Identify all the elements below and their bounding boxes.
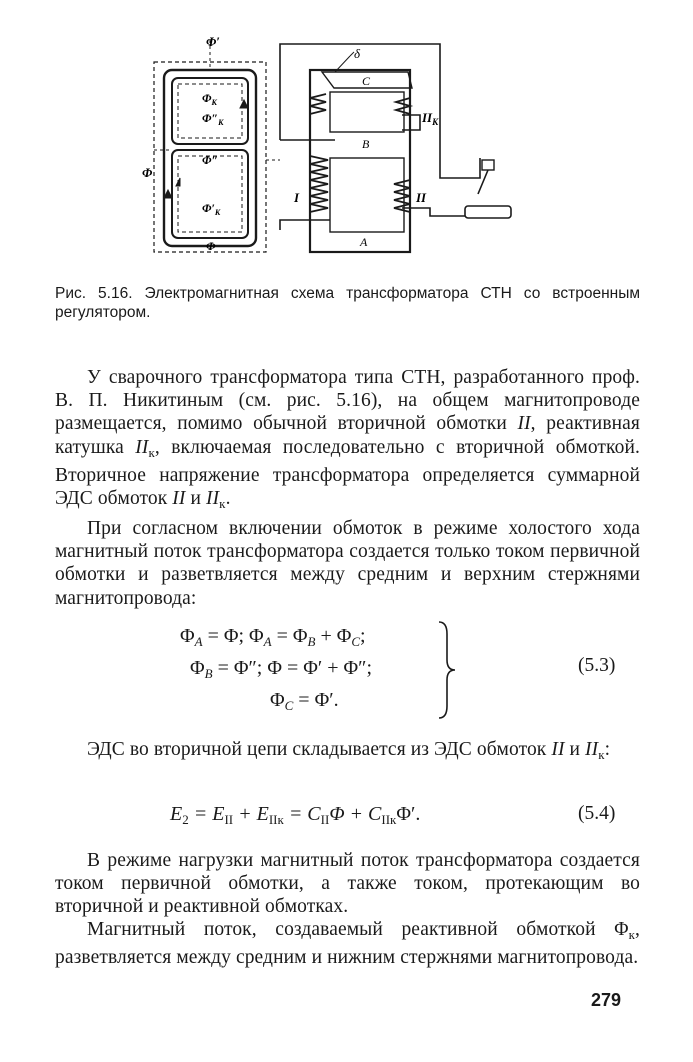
- label-phi-k-prime: $\Phi'_К$: [202, 201, 221, 217]
- transformer-diagram: [140, 30, 530, 262]
- flux-diagram: [154, 40, 280, 252]
- label-core-a: A: [360, 235, 368, 249]
- right-brace: [435, 620, 459, 720]
- label-phi-k: $\Phi_К$: [202, 91, 217, 107]
- label-delta: δ: [354, 46, 361, 61]
- equation-5-3-number: (5.3): [578, 655, 616, 676]
- label-phi-k-dprime: $\Phi''_К$: [202, 111, 224, 127]
- paragraph-1: У сварочного трансформатора типа СТН, разработанного проф. В. П. Никитиным (см. рис. 5.16), на общем магнитопроводе размещается, помимо обычной вторичной обмотки II, реактивная катушка $II_к$, включаемая последовательно с вторичной обмоткой. Вторичное напряжение трансформатора определяется суммарной ЭДС обмоток II и $II_к$.: [55, 367, 640, 512]
- paragraph-2: При согласном включении обмоток в режиме холостого хода магнитный поток трансформатора создается только током первичной обмотки и разветвляется между средним и верхним стержнями магнитопровода:: [55, 518, 640, 609]
- label-winding-iik: $II_К$: [422, 110, 439, 127]
- label-phi-left: Φ: [142, 165, 153, 180]
- label-phi-bottom: Φ: [206, 239, 216, 253]
- paragraph-5: Магнитный поток, создаваемый реактивной обмоткой $\Phi_к$, разветвляется между средним и нижним стержнями магнитопровода.: [55, 919, 640, 969]
- equation-5-4-number: (5.4): [578, 803, 616, 824]
- label-phi-dprime: Φ″: [202, 153, 219, 167]
- equation-5-3-line-1: $\Phi_A = \Phi$; $\Phi_A = \Phi_B + \Phi_C$;: [180, 625, 366, 649]
- equation-5-3-line-3: $\Phi_C = \Phi'$.: [270, 689, 339, 713]
- label-phi-prime: Φ′: [206, 34, 220, 49]
- figure-caption: Рис. 5.16. Электромагнитная схема трансформатора СТН со встроенным регулятором.: [55, 285, 640, 321]
- label-winding-i: I: [294, 190, 300, 205]
- page-number: 279: [591, 990, 622, 1010]
- label-winding-ii: II: [416, 190, 427, 205]
- equation-5-3-line-2: $\Phi_B = \Phi''$; Φ = Φ′ + Φ″;: [190, 657, 373, 681]
- equation-5-3: [170, 620, 470, 720]
- equation-5-4: $E_2 = E_{II} + E_{IIк} = C_{II}\Phi + C_{IIк}\Phi'$.: [170, 803, 421, 827]
- transformer-core: [280, 44, 511, 252]
- paragraph-3: ЭДС во вторичной цепи складывается из ЭДС обмоток II и $II_к$:: [87, 739, 611, 762]
- label-core-c: C: [362, 74, 371, 88]
- winding-coils: [310, 94, 410, 212]
- paragraph-4: В режиме нагрузки магнитный поток трансформатора создается током первичной обмотки, а также током, протекающим во вторичной и реактивной обмотках.: [55, 850, 640, 918]
- label-core-b: B: [362, 137, 370, 151]
